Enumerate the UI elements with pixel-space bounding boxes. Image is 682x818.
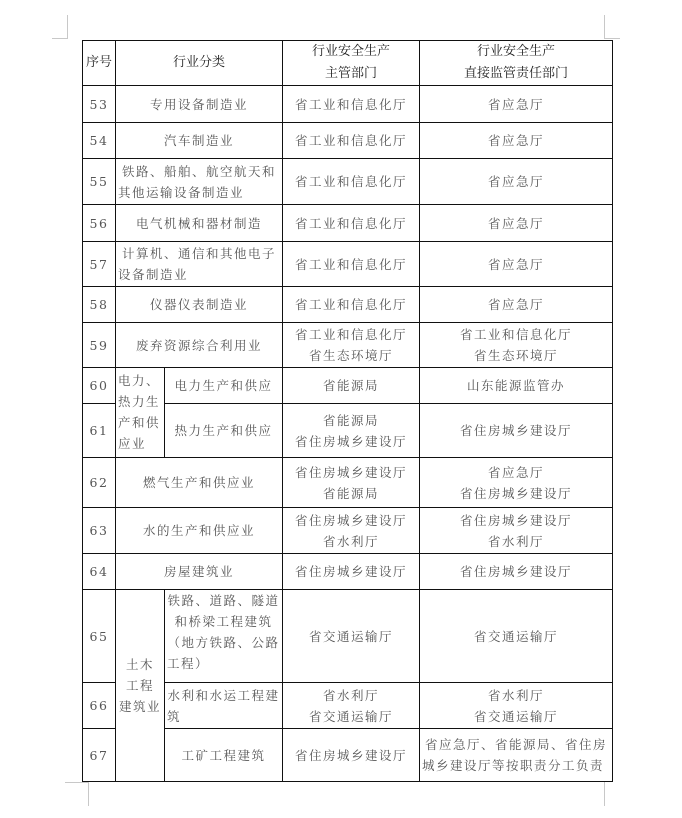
row-category: 水利和水运工程建筑	[165, 683, 283, 729]
header-authority: 行业安全生产 主管部门	[283, 41, 420, 86]
table-row	[83, 287, 613, 323]
row-number: 53	[83, 86, 116, 123]
row-authority: 省工业和信息化厅	[283, 86, 420, 123]
row-supervisor: 省住房城乡建设厅	[420, 554, 613, 590]
row-authority: 省住房城乡建设厅	[283, 554, 420, 590]
row-supervisor: 省应急厅	[420, 287, 613, 323]
row-number: 55	[83, 159, 116, 205]
row-number: 67	[83, 729, 116, 782]
row-number: 60	[83, 368, 116, 404]
row-supervisor: 省应急厅	[420, 123, 613, 159]
row-category: 工矿工程建筑	[165, 729, 283, 782]
row-number: 62	[83, 458, 116, 508]
table-header-row	[83, 41, 613, 86]
row-supervisor: 省应急厅 省住房城乡建设厅	[420, 458, 613, 508]
industry-safety-table	[82, 40, 613, 782]
row-authority: 省工业和信息化厅	[283, 205, 420, 242]
row-authority: 省住房城乡建设厅 省水利厅	[283, 508, 420, 554]
table-row	[83, 205, 613, 242]
row-authority: 省水利厅 省交通运输厅	[283, 683, 420, 729]
row-supervisor: 省交通运输厅	[420, 590, 613, 683]
row-authority: 省交通运输厅	[283, 590, 420, 683]
row-number: 54	[83, 123, 116, 159]
row-category: 汽车制造业	[116, 123, 283, 159]
row-category: 热力生产和供应	[165, 404, 283, 458]
row-authority: 省工业和信息化厅	[283, 287, 420, 323]
row-supervisor: 省应急厅	[420, 159, 613, 205]
crop-mark-top-left-h	[52, 38, 68, 39]
crop-mark-bottom-right-v	[604, 782, 605, 806]
row-number: 66	[83, 683, 116, 729]
row-supervisor: 省工业和信息化厅 省生态环境厅	[420, 323, 613, 368]
row-category: 计算机、通信和其他电子设备制造业	[116, 242, 283, 287]
row-category: 铁路、船舶、航空航天和其他运输设备制造业	[116, 159, 283, 205]
row-supervisor: 省应急厅	[420, 242, 613, 287]
table-row	[83, 554, 613, 590]
group-power-heat: 电力、 热力生 产和供 应业	[116, 368, 165, 458]
row-supervisor: 省住房城乡建设厅 省水利厅	[420, 508, 613, 554]
table-row	[83, 159, 613, 205]
crop-mark-top-left-v	[67, 15, 68, 39]
row-category: 房屋建筑业	[116, 554, 283, 590]
row-authority: 省工业和信息化厅	[283, 242, 420, 287]
row-number: 63	[83, 508, 116, 554]
row-authority: 省工业和信息化厅	[283, 159, 420, 205]
row-authority: 省工业和信息化厅 省生态环境厅	[283, 323, 420, 368]
row-supervisor: 省水利厅 省交通运输厅	[420, 683, 613, 729]
row-number: 61	[83, 404, 116, 458]
row-category: 仪器仪表制造业	[116, 287, 283, 323]
row-supervisor: 省住房城乡建设厅	[420, 404, 613, 458]
row-category: 铁路、道路、隧道和桥梁工程建筑（地方铁路、公路工程）	[165, 590, 283, 683]
row-number: 59	[83, 323, 116, 368]
table-row	[83, 123, 613, 159]
row-category: 电力生产和供应	[165, 368, 283, 404]
row-supervisor: 山东能源监管办	[420, 368, 613, 404]
row-category: 废弃资源综合利用业	[116, 323, 283, 368]
row-supervisor: 省应急厅	[420, 86, 613, 123]
header-index: 序号	[83, 41, 116, 86]
row-category: 燃气生产和供应业	[116, 458, 283, 508]
table-row	[83, 323, 613, 368]
crop-mark-bottom-left-h	[65, 782, 89, 783]
crop-mark-bottom-left-v	[88, 782, 89, 806]
row-authority: 省能源局 省住房城乡建设厅	[283, 404, 420, 458]
row-category: 水的生产和供应业	[116, 508, 283, 554]
row-supervisor: 省应急厅、省能源局、省住房城乡建设厅等按职责分工负责	[420, 729, 613, 782]
row-number: 56	[83, 205, 116, 242]
row-number: 58	[83, 287, 116, 323]
row-number: 64	[83, 554, 116, 590]
row-authority: 省住房城乡建设厅	[283, 729, 420, 782]
table-row	[83, 368, 613, 404]
row-number: 65	[83, 590, 116, 683]
table-row	[83, 590, 613, 683]
row-category: 专用设备制造业	[116, 86, 283, 123]
crop-mark-top-right-v	[604, 15, 605, 39]
table-row	[83, 508, 613, 554]
row-supervisor: 省应急厅	[420, 205, 613, 242]
row-authority: 省工业和信息化厅	[283, 123, 420, 159]
row-number: 57	[83, 242, 116, 287]
row-authority: 省能源局	[283, 368, 420, 404]
table-row	[83, 458, 613, 508]
table-row	[83, 242, 613, 287]
header-category: 行业分类	[116, 41, 283, 86]
table-row	[83, 86, 613, 123]
header-supervisor: 行业安全生产 直接监管责任部门	[420, 41, 613, 86]
row-authority: 省住房城乡建设厅 省能源局	[283, 458, 420, 508]
crop-mark-top-right-h	[604, 38, 620, 39]
group-civil-engineering: 土木 工程 建筑业	[116, 590, 165, 782]
row-category: 电气机械和器材制造	[116, 205, 283, 242]
